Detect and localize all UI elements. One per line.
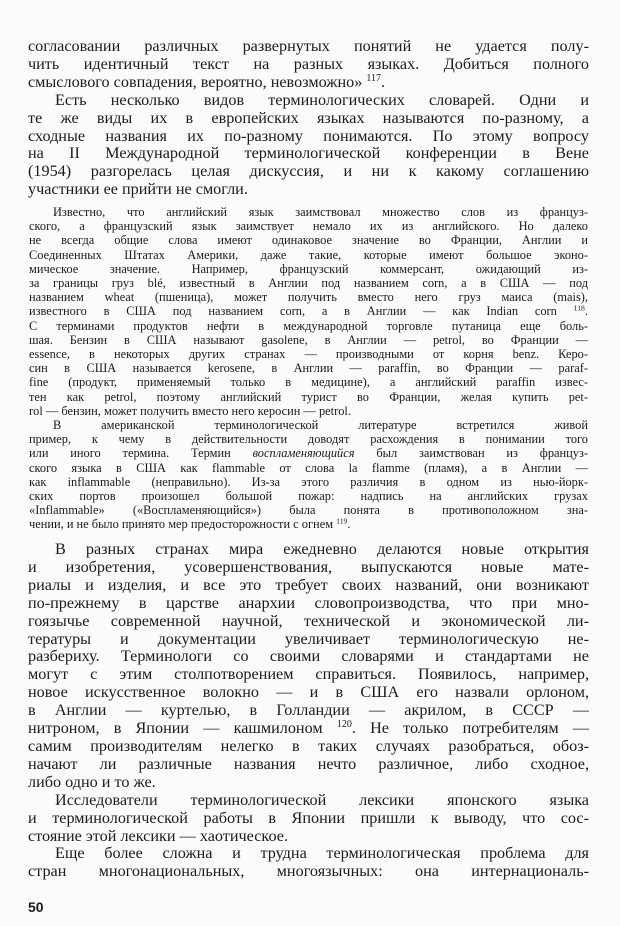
text-line: тературы и документации увеличивает терминологическую не-: [28, 629, 589, 648]
text-segment: нитроном, в Японии — кашмилоном: [28, 719, 337, 738]
text-segment: или иного термина. Термин: [29, 446, 253, 461]
paragraph: [29, 205, 588, 418]
text-line: чить идентичный текст на разных языках. Добиться полного: [28, 54, 589, 73]
text-line: «Inflammable» («Воспламеняющийся») была понята в противоположном зна-: [29, 503, 588, 518]
text-line: разбериху. Терминологи со своими словарями и стандартами не: [28, 647, 589, 666]
text-line: и терминологической работы в Японии пришли к выводу, что сос-: [28, 808, 589, 827]
text-line: essence, в некоторых других странах — производными от корня benz. Керо-: [29, 347, 588, 362]
text-line: ского, а французский язык заимствует немало их из английского. Но далеко: [29, 219, 588, 234]
text-line: и изобретения, усовершенствования, выпускаются новые мате-: [28, 557, 589, 576]
text-line: начают ли различные названия нечто различное, либо сходное,: [28, 754, 589, 773]
text-line: [28, 74, 589, 92]
text-segment: смыслового совпадения, вероятно, невозможно»: [28, 72, 367, 91]
text-line: новое искусственное волокно — и в США его назвали орлоном,: [28, 683, 589, 702]
text-line: названием wheat (пшеница), может получить вместо него груз маиса (mais),: [29, 290, 588, 305]
text-line: мическое значение. Например, французский коммерсант, ожидающий из-: [29, 261, 588, 276]
paragraph: [28, 845, 589, 881]
text-line: С терминами продуктов нефти в международной торговле путаница еще боль-: [29, 318, 588, 333]
text-line: тен как petrol, поэтому английский турист во Франции, желая купить pet-: [29, 389, 588, 404]
text-line: [28, 720, 589, 738]
text-segment: . Не только потребителям —: [351, 719, 589, 738]
text-line: [29, 517, 588, 531]
text-line: в Англии — куртелью, в Голландии — акрилом, в СССР —: [28, 701, 589, 720]
text-line: те же виды их в европейских языках называются по-разному, а: [28, 108, 589, 127]
text-line: не всегда общие слова имеют одинаковое значение во Франции, Англии и: [29, 233, 588, 248]
footnote-reference: 119: [336, 516, 348, 526]
footnote-reference: 117: [366, 72, 382, 84]
text-line: пример, к чему в действительности доводят расхождения в понимании того: [29, 432, 588, 447]
paragraph: [28, 792, 589, 846]
text-line: шая. Бензин в США называют gasolene, в Англии — petrol, во Франции —: [29, 332, 588, 347]
italic-term: воспламеняющийся: [252, 446, 355, 461]
text-line: риалы и изделия, и все это требует своих названий, они возникают: [28, 575, 589, 594]
text-segment: чении, и не было принято мер предосторожности с огнем: [29, 517, 337, 532]
text-segment: .: [584, 304, 588, 319]
text-line: по-прежнему в царстве анархии словопроизводства, что при мно-: [28, 593, 589, 612]
paragraph: [28, 541, 589, 792]
text-line: син в США называется kerosene, в Англии — paraffin, во Франции — paraf-: [29, 361, 588, 376]
text-line: как inflammable (неправильно). Из-за этого различия в одном из нью-йорк-: [29, 474, 588, 489]
footnote-reference: 118: [573, 303, 585, 313]
text-line: (1954) разгорелась целая дискуссия, и ни к какому соглашению: [28, 162, 589, 181]
text-segment: .: [381, 72, 386, 91]
text-line: fine (продукт, применяемый только в медицине), а английский paraffin извес-: [29, 375, 588, 390]
text-line: могут с этим столпотворением справиться. Появилось, например,: [28, 665, 589, 684]
text-line: согласовании различных развернутых понятий не удается полу-: [28, 37, 589, 55]
text-segment: был заимствован из француз-: [354, 446, 588, 461]
text-line: Известно, что английский язык заимствовал множество слов из француз-: [53, 205, 588, 219]
text-line: Соединенных Штатах Америки, даже такие, которые имеют большое эконо-: [29, 247, 588, 262]
text-line: Исследователи терминологической лексики японского языка: [55, 790, 589, 809]
text-segment: известного в США под названием corn, а в Англии — как Indian corn: [29, 304, 574, 319]
text-line: за границы груз blé, известный в Англии под названием corn, а в США — под: [29, 276, 588, 291]
text-block-bottom: [28, 541, 589, 881]
text-line: стран многонациональных, многоязычных: она интернациональ-: [28, 862, 589, 881]
text-line: [29, 446, 588, 460]
text-line: на II Международной терминологической конференции в Вене: [28, 144, 589, 163]
text-line: В разных странах мира ежедневно делаются новые открытия: [55, 540, 589, 558]
text-line: Еще более сложна и трудна терминологическая проблема для: [55, 844, 589, 863]
text-line: сходные названия их по-разному понимаются. По этому вопросу: [28, 126, 589, 145]
text-line: ских портов произошел большой пожар: надпись на английских грузах: [29, 489, 588, 504]
text-line: ского языка в США как flammable от слова la flamme (пламя), а в Англии —: [29, 460, 588, 475]
text-line: rol — бензин, может получить вместо него керосин — petrol.: [29, 403, 351, 418]
paragraph: [28, 38, 589, 92]
text-line: либо одно и то же.: [28, 772, 156, 791]
text-line: стояние этой лексики — хаотическое.: [28, 826, 288, 845]
text-line: самим производителям нелегко в таких случаях разобраться, обоз-: [28, 736, 589, 755]
text-line: участники ее прийти не смогли.: [28, 180, 248, 199]
text-line: В американской терминологической литературе встретился живой: [53, 418, 588, 433]
text-line: Есть несколько видов терминологических словарей. Одни и: [55, 90, 589, 109]
text-line: [29, 304, 588, 318]
paragraph: [28, 92, 589, 199]
text-block-small-print: [29, 205, 588, 532]
footnote-reference: 120: [336, 719, 352, 731]
page-number: 50: [28, 899, 44, 915]
text-block-top: [28, 38, 589, 199]
text-line: гоязычье современной научной, технической и экономической ли-: [28, 611, 589, 630]
paragraph: [29, 418, 588, 532]
text-segment: .: [347, 517, 351, 532]
